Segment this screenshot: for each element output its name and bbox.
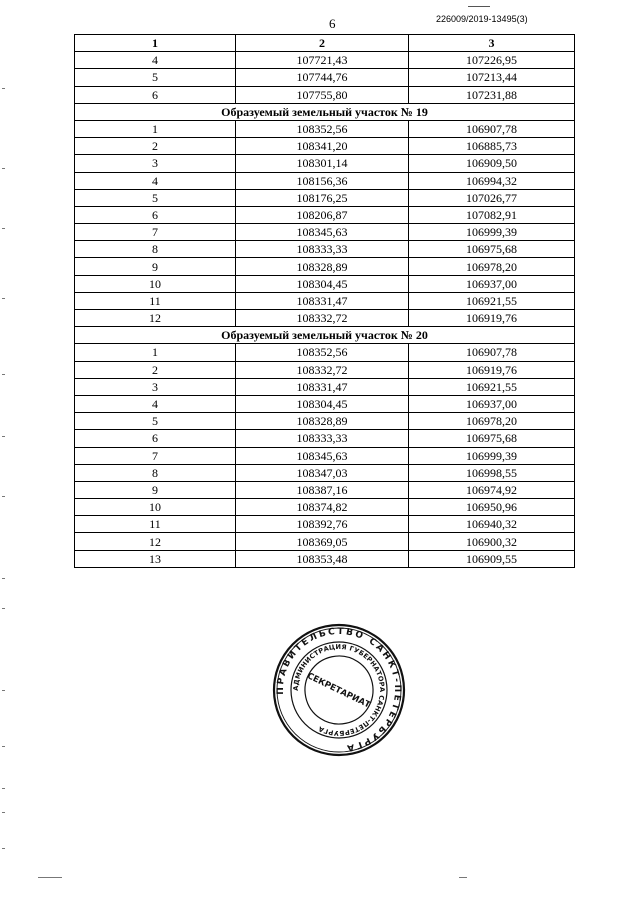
x-coordinate-cell: 107755,80 [236,86,409,103]
y-coordinate-cell: 106937,00 [409,275,575,292]
point-number-cell: 10 [75,275,236,292]
table-row [75,206,575,223]
point-number-cell: 13 [75,550,236,567]
y-coordinate-cell: 106907,78 [409,120,575,137]
point-number-cell: 7 [75,447,236,464]
seal-outer-text: ПРАВИТЕЛЬСТВО САНКТ-ПЕТЕРБУРГА [275,626,403,753]
x-coordinate-cell: 108374,82 [236,499,409,516]
x-coordinate-cell: 108328,89 [236,258,409,275]
x-coordinate-cell: 108347,03 [236,464,409,481]
table-row [75,361,575,378]
y-coordinate-cell: 106919,76 [409,361,575,378]
point-number-cell: 7 [75,224,236,241]
x-coordinate-cell: 108352,56 [236,344,409,361]
x-coordinate-cell: 108345,63 [236,224,409,241]
table-row [75,499,575,516]
table-row [75,516,575,533]
x-coordinate-cell: 108332,72 [236,310,409,327]
table-row [75,395,575,412]
table-row [75,138,575,155]
x-coordinate-cell: 108345,63 [236,447,409,464]
y-coordinate-cell: 107026,77 [409,189,575,206]
point-number-cell: 11 [75,516,236,533]
y-coordinate-cell: 106919,76 [409,310,575,327]
point-number-cell: 1 [75,120,236,137]
seal-center-text: СЕКРЕТАРИАТ [305,671,372,711]
x-coordinate-cell: 108352,56 [236,120,409,137]
table-row [75,310,575,327]
point-number-cell: 2 [75,138,236,155]
point-number-cell: 11 [75,292,236,309]
top-mark-line [468,6,490,7]
x-coordinate-cell: 108331,47 [236,378,409,395]
x-coordinate-cell: 108156,36 [236,172,409,189]
point-number-cell: 4 [75,395,236,412]
x-coordinate-cell: 108332,72 [236,361,409,378]
table-row [75,292,575,309]
table-row [75,52,575,69]
column-header-2: 2 [236,35,409,52]
table-row [75,69,575,86]
point-number-cell: 9 [75,258,236,275]
point-number-cell: 12 [75,533,236,550]
y-coordinate-cell: 106921,55 [409,292,575,309]
table-row [75,86,575,103]
x-coordinate-cell: 107721,43 [236,52,409,69]
table-row [75,413,575,430]
y-coordinate-cell: 106999,39 [409,447,575,464]
section-header-row [75,327,575,344]
y-coordinate-cell: 106978,20 [409,258,575,275]
point-number-cell: 5 [75,413,236,430]
point-number-cell: 6 [75,86,236,103]
table-row [75,224,575,241]
point-number-cell: 10 [75,499,236,516]
footer-mark-right [459,877,467,878]
table-row [75,378,575,395]
x-coordinate-cell: 108176,25 [236,189,409,206]
point-number-cell: 3 [75,155,236,172]
point-number-cell: 8 [75,464,236,481]
y-coordinate-cell: 106994,32 [409,172,575,189]
y-coordinate-cell: 106975,68 [409,241,575,258]
footer-mark-left [38,877,62,878]
table-row [75,275,575,292]
page-number: 6 [329,16,336,31]
y-coordinate-cell: 107231,88 [409,86,575,103]
y-coordinate-cell: 106998,55 [409,464,575,481]
y-coordinate-cell: 106940,32 [409,516,575,533]
x-coordinate-cell: 108333,33 [236,241,409,258]
y-coordinate-cell: 106909,50 [409,155,575,172]
x-coordinate-cell: 108328,89 [236,413,409,430]
point-number-cell: 9 [75,481,236,498]
point-number-cell: 1 [75,344,236,361]
section-header-row [75,103,575,120]
point-number-cell: 5 [75,69,236,86]
table-row [75,464,575,481]
table-row [75,155,575,172]
section-title: Образуемый земельный участок № 19 [75,103,575,120]
column-header-1: 1 [75,35,236,52]
table-body [75,52,575,568]
y-coordinate-cell: 106974,92 [409,481,575,498]
x-coordinate-cell: 108353,48 [236,550,409,567]
y-coordinate-cell: 106999,39 [409,224,575,241]
point-number-cell: 6 [75,206,236,223]
table-row [75,241,575,258]
y-coordinate-cell: 106921,55 [409,378,575,395]
x-coordinate-cell: 108387,16 [236,481,409,498]
x-coordinate-cell: 108301,14 [236,155,409,172]
table-row [75,258,575,275]
y-coordinate-cell: 107226,95 [409,52,575,69]
coordinates-table [74,34,575,568]
table-row [75,550,575,567]
point-number-cell: 3 [75,378,236,395]
point-number-cell: 5 [75,189,236,206]
section-title: Образуемый земельный участок № 20 [75,327,575,344]
y-coordinate-cell: 106885,73 [409,138,575,155]
point-number-cell: 4 [75,52,236,69]
y-coordinate-cell: 107213,44 [409,69,575,86]
table-row [75,430,575,447]
y-coordinate-cell: 106900,32 [409,533,575,550]
point-number-cell: 2 [75,361,236,378]
y-coordinate-cell: 106909,55 [409,550,575,567]
point-number-cell: 8 [75,241,236,258]
column-header-3: 3 [409,35,575,52]
y-coordinate-cell: 106937,00 [409,395,575,412]
table-row [75,533,575,550]
y-coordinate-cell: 106975,68 [409,430,575,447]
x-coordinate-cell: 108369,05 [236,533,409,550]
table-header-row [75,35,575,52]
table-row [75,172,575,189]
point-number-cell: 12 [75,310,236,327]
x-coordinate-cell: 108304,45 [236,275,409,292]
table-row [75,189,575,206]
x-coordinate-cell: 108333,33 [236,430,409,447]
table-row [75,481,575,498]
table-row [75,120,575,137]
x-coordinate-cell: 108331,47 [236,292,409,309]
table-row [75,447,575,464]
y-coordinate-cell: 107082,91 [409,206,575,223]
point-number-cell: 4 [75,172,236,189]
table-row [75,344,575,361]
x-coordinate-cell: 108341,20 [236,138,409,155]
y-coordinate-cell: 106978,20 [409,413,575,430]
point-number-cell: 6 [75,430,236,447]
x-coordinate-cell: 108206,87 [236,206,409,223]
official-seal-stamp [272,623,406,757]
y-coordinate-cell: 106907,78 [409,344,575,361]
x-coordinate-cell: 107744,76 [236,69,409,86]
seal-inner-text: АДМИНИСТРАЦИЯ ГУБЕРНАТОРА САНКТ-ПЕТЕРБУРГА [291,642,387,738]
x-coordinate-cell: 108304,45 [236,395,409,412]
y-coordinate-cell: 106950,96 [409,499,575,516]
document-id: 226009/2019-13495(3) [436,14,528,24]
x-coordinate-cell: 108392,76 [236,516,409,533]
